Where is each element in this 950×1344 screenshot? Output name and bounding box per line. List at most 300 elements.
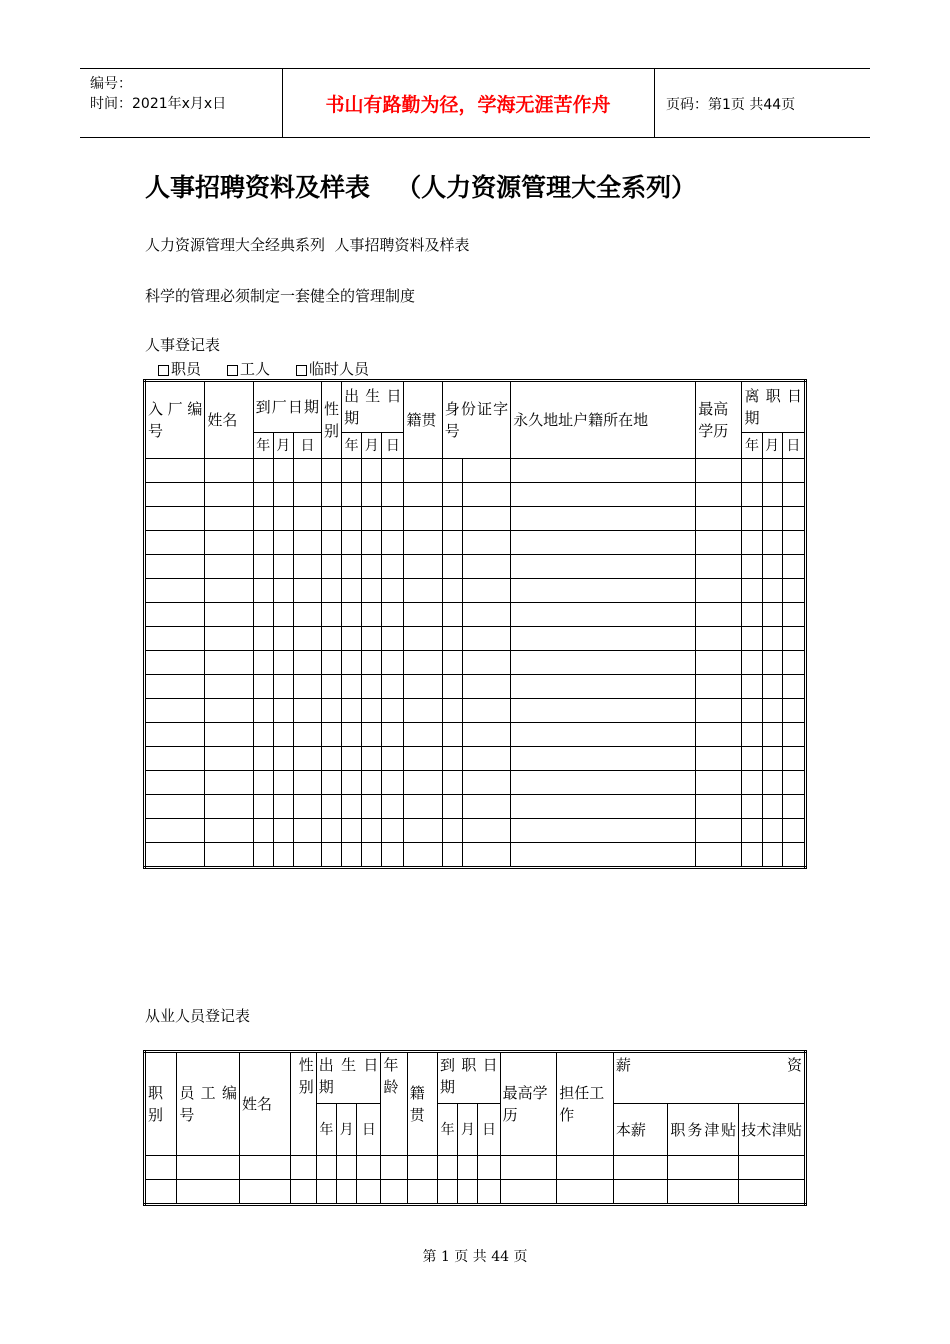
blank-cell[interactable] [322,819,342,843]
blank-cell[interactable] [336,1156,356,1180]
blank-cell[interactable] [462,531,510,555]
blank-cell[interactable] [342,483,362,507]
blank-cell[interactable] [293,771,321,795]
blank-cell[interactable] [782,531,805,555]
blank-cell[interactable] [462,699,510,723]
blank-cell[interactable] [290,1180,316,1205]
blank-cell[interactable] [362,747,382,771]
blank-cell[interactable] [438,1156,458,1180]
blank-cell[interactable] [205,459,253,483]
blank-cell[interactable] [782,579,805,603]
blank-cell[interactable] [404,675,442,699]
blank-cell[interactable] [322,627,342,651]
blank-cell[interactable] [442,579,462,603]
blank-cell[interactable] [511,531,696,555]
blank-cell[interactable] [462,555,510,579]
blank-cell[interactable] [342,627,362,651]
blank-cell[interactable] [293,459,321,483]
blank-cell[interactable] [462,795,510,819]
blank-cell[interactable] [511,675,696,699]
blank-cell[interactable] [205,771,253,795]
blank-cell[interactable] [362,771,382,795]
blank-cell[interactable] [253,747,273,771]
blank-cell[interactable] [739,1180,806,1205]
blank-cell[interactable] [500,1156,557,1180]
blank-cell[interactable] [739,1156,806,1180]
blank-cell[interactable] [362,579,382,603]
blank-cell[interactable] [322,747,342,771]
blank-cell[interactable] [782,651,805,675]
blank-cell[interactable] [362,651,382,675]
blank-cell[interactable] [253,507,273,531]
blank-cell[interactable] [273,603,293,627]
blank-cell[interactable] [762,699,782,723]
blank-cell[interactable] [782,843,805,868]
blank-cell[interactable] [511,699,696,723]
blank-cell[interactable] [145,555,205,579]
blank-cell[interactable] [145,771,205,795]
blank-cell[interactable] [668,1180,739,1205]
blank-cell[interactable] [782,555,805,579]
blank-cell[interactable] [511,795,696,819]
blank-cell[interactable] [205,723,253,747]
blank-cell[interactable] [404,531,442,555]
blank-cell[interactable] [145,651,205,675]
blank-cell[interactable] [511,771,696,795]
blank-cell[interactable] [253,795,273,819]
blank-cell[interactable] [742,507,762,531]
blank-cell[interactable] [407,1156,437,1180]
blank-cell[interactable] [762,627,782,651]
blank-cell[interactable] [205,651,253,675]
blank-cell[interactable] [205,795,253,819]
blank-cell[interactable] [273,507,293,531]
blank-cell[interactable] [382,651,404,675]
blank-cell[interactable] [273,843,293,868]
blank-cell[interactable] [253,819,273,843]
blank-cell[interactable] [342,531,362,555]
blank-cell[interactable] [342,459,362,483]
blank-cell[interactable] [382,771,404,795]
blank-cell[interactable] [362,531,382,555]
blank-cell[interactable] [253,675,273,699]
blank-cell[interactable] [404,843,442,868]
blank-cell[interactable] [696,747,742,771]
blank-cell[interactable] [442,507,462,531]
blank-cell[interactable] [273,483,293,507]
blank-cell[interactable] [316,1180,336,1205]
blank-cell[interactable] [462,771,510,795]
blank-cell[interactable] [762,507,782,531]
blank-cell[interactable] [782,483,805,507]
blank-cell[interactable] [145,843,205,868]
blank-cell[interactable] [742,627,762,651]
blank-cell[interactable] [322,723,342,747]
blank-cell[interactable] [145,747,205,771]
blank-cell[interactable] [762,531,782,555]
blank-cell[interactable] [407,1180,437,1205]
blank-cell[interactable] [762,459,782,483]
blank-cell[interactable] [442,531,462,555]
blank-cell[interactable] [253,603,273,627]
blank-cell[interactable] [762,555,782,579]
blank-cell[interactable] [273,459,293,483]
blank-cell[interactable] [438,1180,458,1205]
blank-cell[interactable] [442,795,462,819]
blank-cell[interactable] [382,723,404,747]
blank-cell[interactable] [273,555,293,579]
blank-cell[interactable] [742,723,762,747]
blank-cell[interactable] [382,579,404,603]
blank-cell[interactable] [273,651,293,675]
blank-cell[interactable] [177,1156,240,1180]
blank-cell[interactable] [557,1156,614,1180]
blank-cell[interactable] [762,843,782,868]
blank-cell[interactable] [442,651,462,675]
blank-cell[interactable] [205,675,253,699]
blank-cell[interactable] [273,747,293,771]
blank-cell[interactable] [342,795,362,819]
blank-cell[interactable] [696,819,742,843]
blank-cell[interactable] [381,1156,407,1180]
blank-cell[interactable] [404,603,442,627]
blank-cell[interactable] [742,579,762,603]
blank-cell[interactable] [293,723,321,747]
blank-cell[interactable] [382,627,404,651]
blank-cell[interactable] [462,651,510,675]
blank-cell[interactable] [442,483,462,507]
blank-cell[interactable] [205,843,253,868]
blank-cell[interactable] [782,771,805,795]
blank-cell[interactable] [293,675,321,699]
blank-cell[interactable] [742,795,762,819]
blank-cell[interactable] [342,723,362,747]
blank-cell[interactable] [273,771,293,795]
blank-cell[interactable] [742,483,762,507]
blank-cell[interactable] [762,723,782,747]
blank-cell[interactable] [404,819,442,843]
blank-cell[interactable] [696,675,742,699]
blank-cell[interactable] [322,603,342,627]
blank-cell[interactable] [404,579,442,603]
blank-cell[interactable] [382,555,404,579]
blank-cell[interactable] [362,795,382,819]
blank-cell[interactable] [362,675,382,699]
blank-cell[interactable] [382,699,404,723]
blank-cell[interactable] [762,483,782,507]
blank-cell[interactable] [145,483,205,507]
blank-cell[interactable] [145,723,205,747]
blank-cell[interactable] [362,627,382,651]
blank-cell[interactable] [205,603,253,627]
blank-cell[interactable] [404,483,442,507]
blank-cell[interactable] [145,819,205,843]
blank-cell[interactable] [293,699,321,723]
blank-cell[interactable] [511,819,696,843]
blank-cell[interactable] [382,843,404,868]
blank-cell[interactable] [145,675,205,699]
blank-cell[interactable] [253,483,273,507]
blank-cell[interactable] [478,1180,500,1205]
blank-cell[interactable] [462,579,510,603]
blank-cell[interactable] [442,699,462,723]
blank-cell[interactable] [462,603,510,627]
blank-cell[interactable] [442,723,462,747]
blank-cell[interactable] [253,699,273,723]
blank-cell[interactable] [462,507,510,531]
blank-cell[interactable] [322,771,342,795]
blank-cell[interactable] [511,459,696,483]
blank-cell[interactable] [404,507,442,531]
blank-cell[interactable] [273,675,293,699]
blank-cell[interactable] [362,819,382,843]
blank-cell[interactable] [442,843,462,868]
blank-cell[interactable] [557,1180,614,1205]
blank-cell[interactable] [322,651,342,675]
blank-cell[interactable] [462,747,510,771]
blank-cell[interactable] [382,819,404,843]
blank-cell[interactable] [145,1156,177,1180]
blank-cell[interactable] [273,723,293,747]
blank-cell[interactable] [293,603,321,627]
blank-cell[interactable] [342,603,362,627]
blank-cell[interactable] [742,603,762,627]
blank-cell[interactable] [205,555,253,579]
blank-cell[interactable] [404,651,442,675]
blank-cell[interactable] [316,1156,336,1180]
blank-cell[interactable] [382,747,404,771]
blank-cell[interactable] [404,555,442,579]
blank-cell[interactable] [782,507,805,531]
blank-cell[interactable] [462,627,510,651]
blank-cell[interactable] [782,459,805,483]
blank-cell[interactable] [342,675,362,699]
blank-cell[interactable] [342,555,362,579]
blank-cell[interactable] [362,699,382,723]
blank-cell[interactable] [145,627,205,651]
blank-cell[interactable] [742,531,762,555]
blank-cell[interactable] [205,699,253,723]
blank-cell[interactable] [511,651,696,675]
blank-cell[interactable] [322,459,342,483]
blank-cell[interactable] [382,675,404,699]
blank-cell[interactable] [322,699,342,723]
blank-cell[interactable] [742,651,762,675]
blank-cell[interactable] [362,843,382,868]
blank-cell[interactable] [762,795,782,819]
blank-cell[interactable] [239,1180,290,1205]
blank-cell[interactable] [696,483,742,507]
blank-cell[interactable] [613,1180,668,1205]
blank-cell[interactable] [696,843,742,868]
blank-cell[interactable] [145,699,205,723]
blank-cell[interactable] [511,747,696,771]
blank-cell[interactable] [404,747,442,771]
blank-cell[interactable] [762,747,782,771]
blank-cell[interactable] [273,699,293,723]
blank-cell[interactable] [253,771,273,795]
blank-cell[interactable] [613,1156,668,1180]
blank-cell[interactable] [742,747,762,771]
blank-cell[interactable] [511,555,696,579]
blank-cell[interactable] [273,819,293,843]
blank-cell[interactable] [357,1156,381,1180]
blank-cell[interactable] [205,747,253,771]
checkbox-temp[interactable]: 临时人员 [296,358,369,379]
blank-cell[interactable] [362,555,382,579]
blank-cell[interactable] [362,459,382,483]
blank-cell[interactable] [511,723,696,747]
blank-cell[interactable] [362,507,382,531]
blank-cell[interactable] [342,507,362,531]
blank-cell[interactable] [382,483,404,507]
blank-cell[interactable] [322,579,342,603]
blank-cell[interactable] [442,459,462,483]
blank-cell[interactable] [696,771,742,795]
blank-cell[interactable] [404,771,442,795]
blank-cell[interactable] [145,531,205,555]
blank-cell[interactable] [458,1156,478,1180]
blank-cell[interactable] [782,795,805,819]
blank-cell[interactable] [253,459,273,483]
blank-cell[interactable] [696,699,742,723]
blank-cell[interactable] [253,555,273,579]
blank-cell[interactable] [362,603,382,627]
blank-cell[interactable] [205,819,253,843]
blank-cell[interactable] [293,819,321,843]
blank-cell[interactable] [145,795,205,819]
blank-cell[interactable] [293,651,321,675]
blank-cell[interactable] [322,843,342,868]
blank-cell[interactable] [322,795,342,819]
blank-cell[interactable] [511,483,696,507]
blank-cell[interactable] [458,1180,478,1205]
blank-cell[interactable] [742,699,762,723]
blank-cell[interactable] [762,675,782,699]
blank-cell[interactable] [273,531,293,555]
blank-cell[interactable] [742,459,762,483]
blank-cell[interactable] [442,675,462,699]
blank-cell[interactable] [253,651,273,675]
blank-cell[interactable] [381,1180,407,1205]
blank-cell[interactable] [782,627,805,651]
blank-cell[interactable] [322,507,342,531]
blank-cell[interactable] [239,1156,290,1180]
blank-cell[interactable] [442,819,462,843]
blank-cell[interactable] [462,723,510,747]
blank-cell[interactable] [442,627,462,651]
blank-cell[interactable] [696,459,742,483]
blank-cell[interactable] [511,579,696,603]
blank-cell[interactable] [205,531,253,555]
blank-cell[interactable] [442,603,462,627]
blank-cell[interactable] [253,843,273,868]
blank-cell[interactable] [762,603,782,627]
blank-cell[interactable] [782,603,805,627]
blank-cell[interactable] [696,507,742,531]
blank-cell[interactable] [342,843,362,868]
blank-cell[interactable] [177,1180,240,1205]
blank-cell[interactable] [782,747,805,771]
blank-cell[interactable] [782,723,805,747]
blank-cell[interactable] [478,1156,500,1180]
blank-cell[interactable] [462,675,510,699]
blank-cell[interactable] [696,723,742,747]
blank-cell[interactable] [342,771,362,795]
blank-cell[interactable] [205,579,253,603]
blank-cell[interactable] [696,603,742,627]
blank-cell[interactable] [145,507,205,531]
blank-cell[interactable] [362,483,382,507]
blank-cell[interactable] [762,651,782,675]
blank-cell[interactable] [462,843,510,868]
blank-cell[interactable] [273,795,293,819]
blank-cell[interactable] [404,459,442,483]
blank-cell[interactable] [442,555,462,579]
blank-cell[interactable] [293,507,321,531]
blank-cell[interactable] [696,651,742,675]
blank-cell[interactable] [342,699,362,723]
blank-cell[interactable] [342,579,362,603]
blank-cell[interactable] [742,555,762,579]
blank-cell[interactable] [322,675,342,699]
blank-cell[interactable] [342,819,362,843]
blank-cell[interactable] [696,795,742,819]
blank-cell[interactable] [404,699,442,723]
blank-cell[interactable] [782,675,805,699]
blank-cell[interactable] [293,555,321,579]
blank-cell[interactable] [782,819,805,843]
blank-cell[interactable] [382,507,404,531]
blank-cell[interactable] [511,603,696,627]
blank-cell[interactable] [742,843,762,868]
blank-cell[interactable] [290,1156,316,1180]
blank-cell[interactable] [205,483,253,507]
blank-cell[interactable] [742,771,762,795]
blank-cell[interactable] [762,579,782,603]
blank-cell[interactable] [782,699,805,723]
blank-cell[interactable] [293,747,321,771]
blank-cell[interactable] [253,531,273,555]
checkbox-staff[interactable]: 职员 [158,358,201,379]
blank-cell[interactable] [511,507,696,531]
blank-cell[interactable] [322,483,342,507]
blank-cell[interactable] [293,627,321,651]
blank-cell[interactable] [362,723,382,747]
blank-cell[interactable] [293,795,321,819]
blank-cell[interactable] [322,531,342,555]
blank-cell[interactable] [696,579,742,603]
blank-cell[interactable] [442,747,462,771]
blank-cell[interactable] [342,747,362,771]
blank-cell[interactable] [442,771,462,795]
blank-cell[interactable] [404,795,442,819]
blank-cell[interactable] [253,579,273,603]
blank-cell[interactable] [145,579,205,603]
blank-cell[interactable] [382,603,404,627]
blank-cell[interactable] [382,459,404,483]
blank-cell[interactable] [511,627,696,651]
blank-cell[interactable] [205,627,253,651]
blank-cell[interactable] [145,459,205,483]
blank-cell[interactable] [511,843,696,868]
blank-cell[interactable] [404,723,442,747]
blank-cell[interactable] [342,651,362,675]
blank-cell[interactable] [145,603,205,627]
blank-cell[interactable] [293,483,321,507]
blank-cell[interactable] [696,531,742,555]
blank-cell[interactable] [762,819,782,843]
